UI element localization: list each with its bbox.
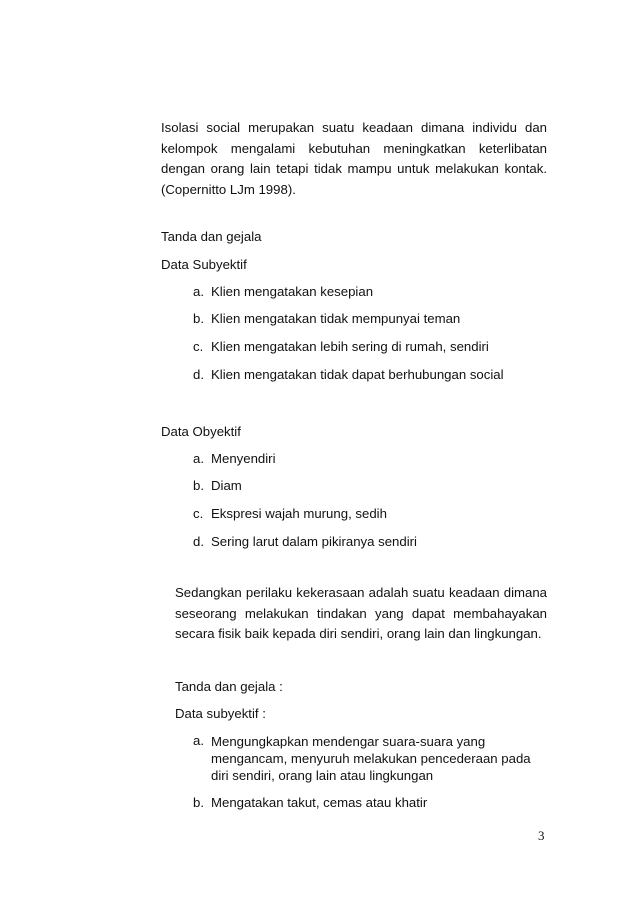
list-item-text: Mengatakan takut, cemas atau khatir: [211, 795, 428, 810]
list-marker: a.: [193, 284, 204, 299]
list-marker: c.: [193, 506, 204, 521]
list-marker: d.: [193, 534, 204, 549]
list-marker: a.: [193, 451, 204, 466]
list-item-text: Klien mengatakan tidak dapat berhubungan social: [211, 367, 504, 382]
subjective-data-label-2: Data subyektif :: [175, 706, 266, 721]
list-marker: b.: [193, 795, 204, 810]
list-item-text: Menyendiri: [211, 451, 276, 466]
objective-data-label: Data Obyektif: [161, 424, 241, 439]
list-item: [193, 339, 553, 355]
section2-heading: Tanda dan gejala :: [175, 679, 283, 694]
list-marker: b.: [193, 478, 204, 493]
subjective-data-label: Data Subyektif: [161, 257, 247, 272]
list-item-text: Sering larut dalam pikiranya sendiri: [211, 534, 417, 549]
list-item: [193, 478, 553, 494]
list-item: [193, 311, 553, 327]
list-item-text: Klien mengatakan tidak mempunyai teman: [211, 311, 461, 326]
list-marker: d.: [193, 367, 204, 382]
list-item-text: Klien mengatakan kesepian: [211, 284, 374, 299]
list-item: [193, 534, 553, 550]
list-item-text: Klien mengatakan lebih sering di rumah, sendiri: [211, 339, 489, 354]
list-marker: b.: [193, 311, 204, 326]
list-marker: c.: [193, 339, 204, 354]
list-item-text: Mengungkapkan mendengar suara-suara yang mengancam, menyuruh melakukan pencederaan pada diri sendiri, orang lain atau lingkungan: [211, 734, 531, 783]
list-item-text: Ekspresi wajah murung, sedih: [211, 506, 387, 521]
section1-heading: Tanda dan gejala: [161, 229, 262, 244]
list-item: [193, 795, 553, 811]
list-item: [193, 451, 553, 467]
page-number: 3: [538, 828, 545, 843]
list-item: [193, 367, 553, 383]
list-item-text: Diam: [211, 478, 242, 493]
list-item: [193, 506, 553, 522]
list-item: [193, 284, 553, 300]
intro-paragraph: Isolasi social merupakan suatu keadaan dimana individu dan kelompok mengalami kebutuhan meningkatkan keterlibatan dengan orang lain tetapi tidak mampu untuk melakukan kontak. (Copernitto LJm 1998).: [161, 120, 547, 197]
violence-paragraph: Sedangkan perilaku kekerasaan adalah suatu keadaan dimana seseorang melakukan tindakan yang dapat membahayakan secara fisik baik kepada diri sendiri, orang lain dan lingkungan.: [175, 585, 547, 641]
list-item: [193, 733, 553, 784]
list-marker: a.: [193, 733, 204, 748]
